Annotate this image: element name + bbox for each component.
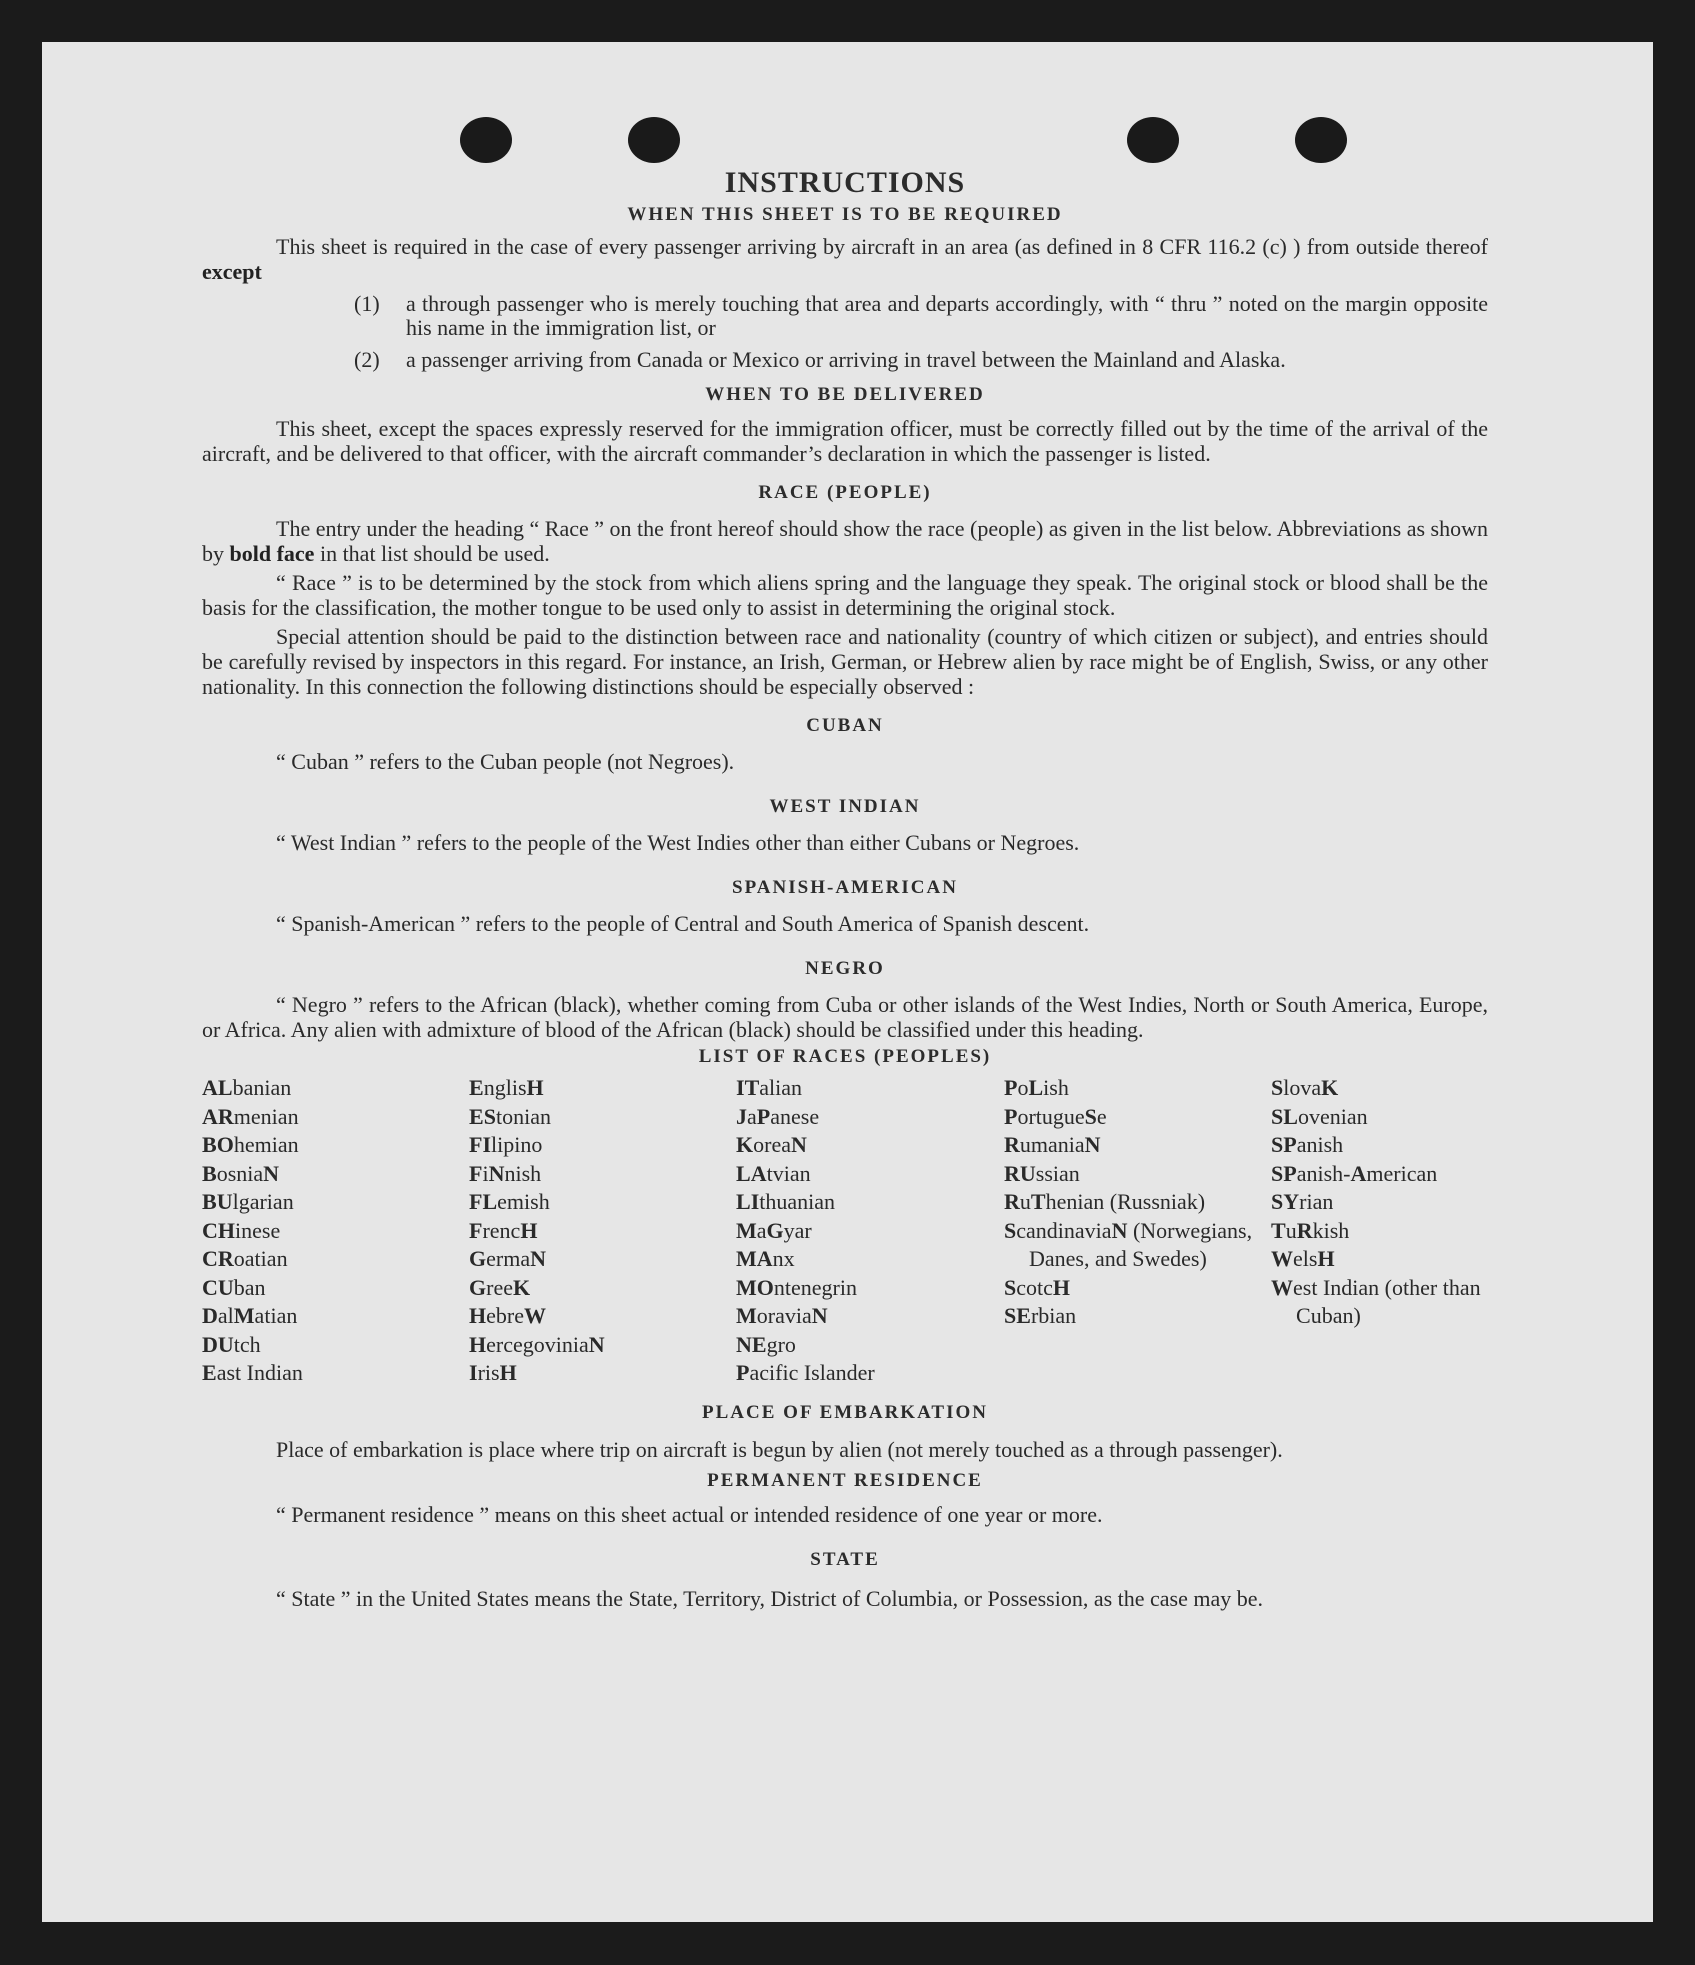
race-paragraph: “ Race ” is to be determined by the stock from which aliens spring and the language they speak. The original stock or blood shall be the basis for the classification, the mother tongue to be used only to assist in determining the original stock. bbox=[202, 570, 1488, 620]
punch-hole bbox=[460, 117, 512, 163]
section-heading-place-of-embarkation: PLACE OF EMBARKATION bbox=[702, 1401, 988, 1423]
race-entry: FIlipino bbox=[469, 1132, 543, 1157]
except-bold: except bbox=[202, 259, 262, 284]
race-entry: Pacific Islander bbox=[736, 1360, 875, 1385]
spanish-american-text: “ Spanish-American ” refers to the people of Central and South America of Spanish descent. bbox=[276, 911, 1090, 936]
item-number: (1) bbox=[354, 291, 380, 316]
race-entry: HercegoviniaN bbox=[469, 1331, 605, 1357]
race-entry: RumaniaN bbox=[1004, 1132, 1101, 1157]
permanent-residence-text: “ Permanent residence ” means on this sheet actual or intended residence of one year or more. bbox=[276, 1501, 1103, 1527]
page-title: INSTRUCTIONS bbox=[724, 166, 966, 199]
race-entry: SYrian bbox=[1271, 1189, 1334, 1214]
race-entry: HebreW bbox=[469, 1303, 546, 1328]
race-entry: KoreaN bbox=[736, 1132, 807, 1157]
exception-item bbox=[354, 348, 1488, 372]
race-entry: SErbian bbox=[1004, 1303, 1077, 1328]
section-heading-race: RACE (PEOPLE) bbox=[758, 482, 932, 503]
section-heading-when-delivered: WHEN TO BE DELIVERED bbox=[705, 384, 985, 405]
race-entry: DUtch bbox=[202, 1331, 261, 1357]
race-entry: NEgro bbox=[736, 1331, 796, 1357]
race-entry: BUlgarian bbox=[202, 1189, 294, 1214]
item-number: (2) bbox=[354, 347, 380, 372]
race-entry: FiNnish bbox=[469, 1160, 542, 1186]
section-heading-cuban: CUBAN bbox=[806, 715, 884, 736]
race-entry: BosniaN bbox=[202, 1160, 280, 1186]
section-heading-spanish-american: SPANISH-AMERICAN bbox=[732, 877, 958, 898]
race-entry: MOntenegrin bbox=[736, 1274, 857, 1300]
race-entry: DalMatian bbox=[202, 1303, 298, 1328]
punch-hole bbox=[1127, 117, 1179, 163]
section-heading-permanent-residence: PERMANENT RESIDENCE bbox=[707, 1469, 983, 1491]
place-of-embarkation-text: Place of embarkation is place where trip on aircraft is begun by alien (not merely touched as a through passenger). bbox=[276, 1436, 1283, 1462]
race-entry: PortugueSe bbox=[1004, 1103, 1107, 1129]
race-entry: PoLish bbox=[1004, 1075, 1069, 1100]
race-entry: MAnx bbox=[736, 1246, 795, 1271]
race-entry: SPanish bbox=[1271, 1132, 1344, 1157]
race-entry: West Indian (other than Cuban) bbox=[1271, 1274, 1481, 1328]
item-text: a through passenger who is merely touching that area and departs accordingly, with “ thru ” noted on the margin opposite his name in the immigration list, or bbox=[406, 291, 1488, 340]
races-column bbox=[1271, 1074, 1488, 1388]
punch-hole bbox=[628, 117, 680, 163]
race-entry: East Indian bbox=[202, 1360, 303, 1385]
race-entry: SLovenian bbox=[1271, 1103, 1368, 1129]
race-entry: RUssian bbox=[1004, 1160, 1080, 1186]
punch-hole bbox=[1295, 117, 1347, 163]
when-required-intro: This sheet is required in the case of every passenger arriving by aircraft in an area (as defined in 8 CFR 116.2 (c) ) from outside thereof except bbox=[202, 234, 1488, 284]
race-entry: MoraviaN bbox=[736, 1303, 828, 1328]
race-entry: ScandinaviaN (Norwegians, Danes, and Swedes) bbox=[1004, 1217, 1253, 1271]
race-entry: ITalian bbox=[736, 1075, 803, 1100]
race-entry: JaPanese bbox=[736, 1103, 820, 1129]
race-entry: SlovaK bbox=[1271, 1075, 1339, 1100]
race-entry: FrencH bbox=[469, 1217, 538, 1243]
race-entry: SPanish-American bbox=[1271, 1160, 1438, 1186]
when-delivered-text: This sheet, except the spaces expressly reserved for the immigration officer, must be correctly filled out by the time of the arrival of the aircraft, and be delivered to that officer, with the aircraft commander’s declaration in which the passenger is listed. bbox=[202, 416, 1488, 466]
race-entry: EStonian bbox=[469, 1103, 551, 1129]
races-list bbox=[202, 1074, 1488, 1388]
races-column bbox=[1004, 1074, 1271, 1388]
race-entry: EnglisH bbox=[469, 1075, 544, 1100]
races-column bbox=[202, 1074, 469, 1388]
race-entry: TuRkish bbox=[1271, 1217, 1350, 1243]
race-entry: GreeK bbox=[469, 1274, 531, 1300]
race-entry: GermaN bbox=[469, 1246, 546, 1271]
race-entry: MaGyar bbox=[736, 1217, 812, 1243]
race-entry: CUban bbox=[202, 1274, 266, 1300]
race-entry: WelsH bbox=[1271, 1246, 1335, 1271]
race-entry: ARmenian bbox=[202, 1103, 299, 1129]
section-heading-list-of-races: LIST OF RACES (PEOPLES) bbox=[698, 1046, 992, 1067]
race-entry: ALbanian bbox=[202, 1075, 292, 1100]
race-entry: LIthuanian bbox=[736, 1189, 836, 1214]
section-heading-state: STATE bbox=[810, 1548, 880, 1570]
state-text: “ State ” in the United States means the State, Territory, District of Columbia, or Possession, as the case may be. bbox=[276, 1585, 1264, 1611]
exception-item bbox=[354, 292, 1488, 340]
bold-face-term: bold face bbox=[229, 541, 315, 566]
race-entry: FLemish bbox=[469, 1189, 550, 1214]
race-paragraph: Special attention should be paid to the distinction between race and nationality (country of which citizen or subject), and entries should be carefully revised by inspectors in this regard. For instance, an Irish, German, or Hebrew alien by race might be of English, Swiss, or any other nationality. In this connection the following distinctions should be especially observed : bbox=[202, 624, 1488, 699]
race-paragraph: The entry under the heading “ Race ” on the front hereof should show the race (people) as given in the list below. Abbreviations as shown by bold face in that list should be used. bbox=[202, 516, 1488, 566]
section-heading-negro: NEGRO bbox=[805, 958, 885, 979]
item-text: a passenger arriving from Canada or Mexico or arriving in travel between the Mainland and Alaska. bbox=[406, 347, 1286, 372]
negro-text: “ Negro ” refers to the African (black), whether coming from Cuba or other islands of the West Indies, North or South America, Europe, or Africa. Any alien with admixture of blood of the African (black) should be classified under this heading. bbox=[202, 992, 1488, 1042]
races-column bbox=[736, 1074, 1004, 1388]
race-entry: BOhemian bbox=[202, 1132, 299, 1157]
race-entry: CHinese bbox=[202, 1217, 281, 1243]
race-entry: LAtvian bbox=[736, 1160, 811, 1186]
race-entry: CRoatian bbox=[202, 1246, 288, 1271]
race-entry: IrisH bbox=[469, 1360, 517, 1385]
instructions-content bbox=[202, 160, 1488, 1615]
race-entry: RuThenian (Russniak) bbox=[1004, 1189, 1206, 1214]
west-indian-text: “ West Indian ” refers to the people of the West Indies other than either Cubans or Negroes. bbox=[276, 830, 1080, 855]
cuban-text: “ Cuban ” refers to the Cuban people (not Negroes). bbox=[276, 749, 735, 774]
races-column bbox=[469, 1074, 736, 1388]
section-heading-when-required: WHEN THIS SHEET IS TO BE REQUIRED bbox=[627, 204, 1063, 225]
section-heading-west-indian: WEST INDIAN bbox=[769, 796, 921, 817]
race-entry: ScotcH bbox=[1004, 1274, 1071, 1300]
